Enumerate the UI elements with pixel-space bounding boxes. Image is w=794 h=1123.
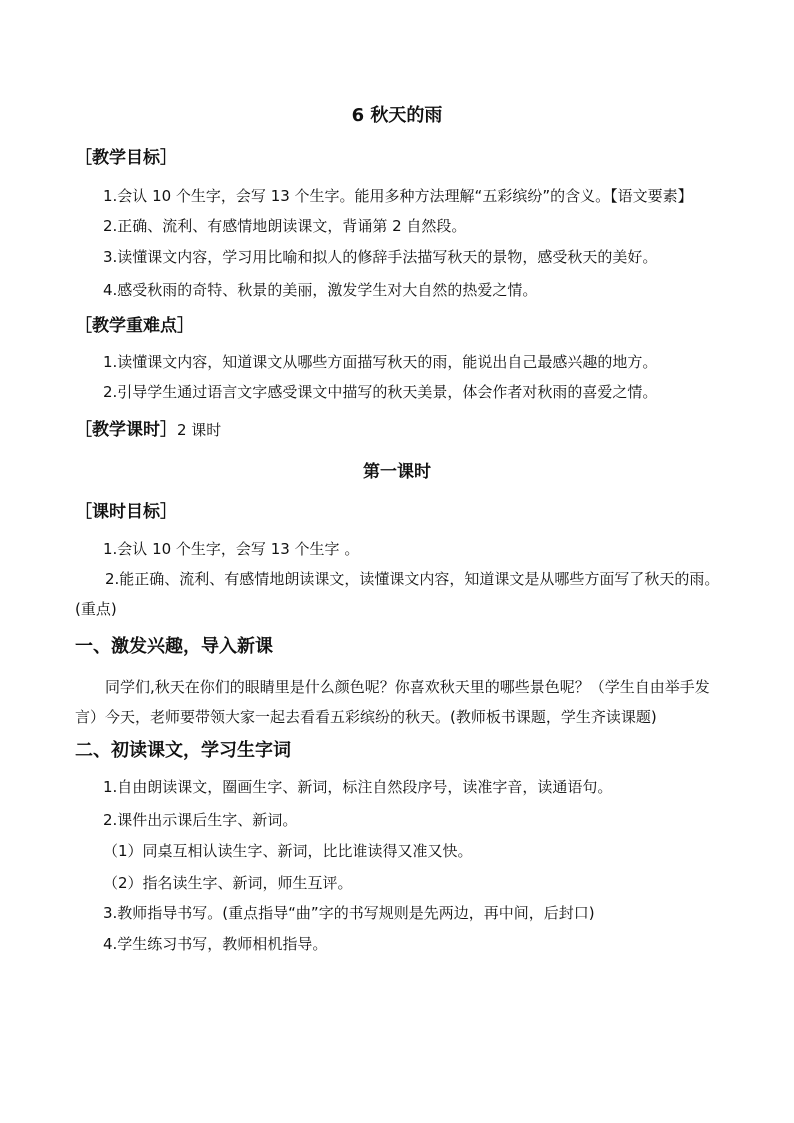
- part2-heading: 二、初读课文，学习生字词: [75, 740, 291, 761]
- part1-heading: 一、激发兴趣，导入新课: [75, 636, 273, 657]
- part2-item: 2.课件出示课后生字、新词。: [103, 811, 298, 829]
- part2-item: 4.学生练习书写，教师相机指导。: [103, 935, 328, 953]
- lesson1-title: 第一课时: [363, 462, 431, 482]
- part2-item: 1.自由朗读课文，圈画生字、新词，标注自然段序号，读准字音，读通语句。: [103, 778, 613, 796]
- part2-item: （2）指名读生字、新词，师生互评。: [103, 874, 353, 892]
- goals-heading: ［教学目标］: [75, 148, 177, 168]
- hours-heading: ［教学课时］: [75, 420, 177, 440]
- lesson-goal-item: 2.能正确、流利、有感情地朗读课文，读懂课文内容，知道课文是从哪些方面写了秋天的雨。(重点): [75, 570, 720, 618]
- part2-item: 3.教师指导书写。(重点指导“曲”字的书写规则是先两边，再中间，后封口): [103, 904, 595, 922]
- hours-value: 2 课时: [177, 421, 222, 439]
- goal-item: 2.正确、流利、有感情地朗读课文，背诵第 2 自然段。: [103, 217, 467, 235]
- goal-item: 4.感受秋雨的奇特、秋景的美丽，激发学生对大自然的热爱之情。: [103, 281, 538, 299]
- goal-item: 3.读懂课文内容，学习用比喻和拟人的修辞手法描写秋天的景物，感受秋天的美好。: [103, 248, 658, 266]
- goal-item: 1.会认 10 个生字，会写 13 个生字。能用多种方法理解“五彩缤纷”的含义。【语文要素】: [103, 187, 693, 205]
- lesson-goals-heading: ［课时目标］: [75, 502, 177, 522]
- key-point-item: 2.引导学生通过语言文字感受课文中描写的秋天美景，体会作者对秋雨的喜爱之情。: [103, 383, 658, 401]
- part1-paragraph: 同学们,秋天在你们的眼睛里是什么颜色呢？你喜欢秋天里的哪些景色呢？（学生自由举手发言）今天，老师要带领大家一起去看看五彩缤纷的秋天。(教师板书课题，学生齐读课题): [75, 678, 710, 726]
- hours-line: [75, 420, 221, 440]
- key-points-heading: ［教学重难点］: [75, 316, 194, 336]
- key-point-item: 1.读懂课文内容，知道课文从哪些方面描写秋天的雨，能说出自己最感兴趣的地方。: [103, 353, 658, 371]
- part2-item: （1）同桌互相认读生字、新词，比比谁读得又准又快。: [103, 842, 473, 860]
- lesson-goal-item: 1.会认 10 个生字，会写 13 个生字 。: [103, 540, 360, 558]
- lesson-title: 6 秋天的雨: [351, 105, 443, 126]
